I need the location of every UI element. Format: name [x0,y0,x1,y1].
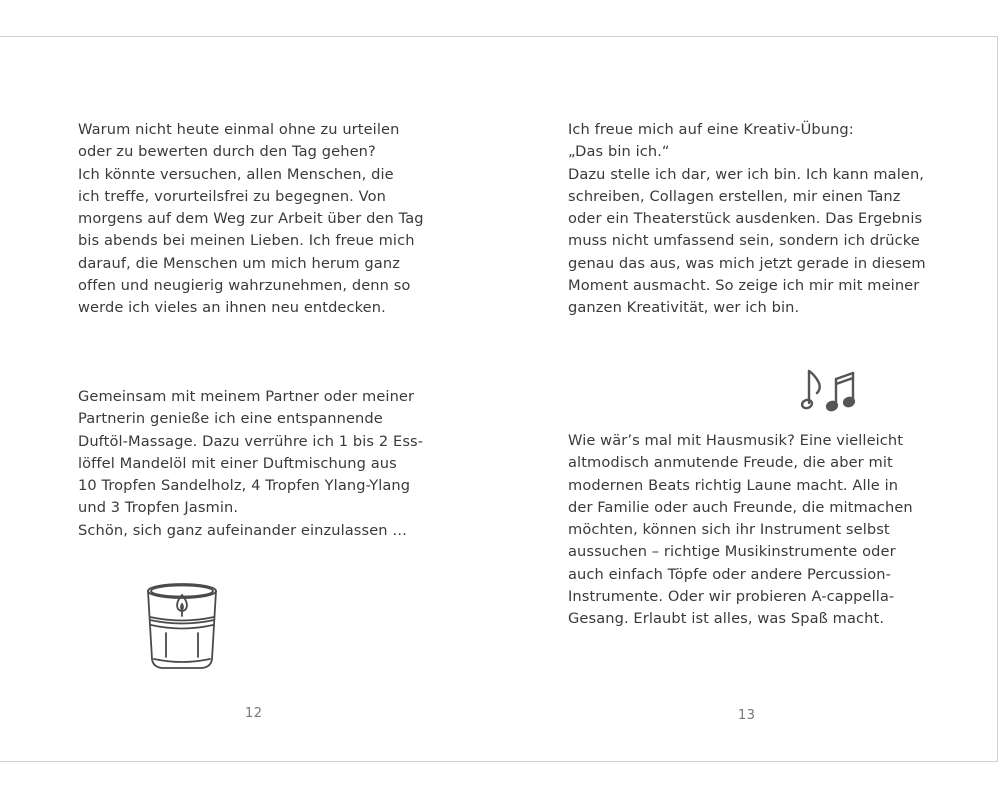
candle-glass-icon [140,577,224,673]
page-number-left: 12 [245,706,263,721]
music-notes-icon [799,365,863,413]
right-page [499,37,998,761]
page-number-right: 13 [738,708,756,723]
paragraph-creative-exercise: Ich freue mich auf eine Kreativ-Übung: „Das bin ich.“ Dazu stelle ich dar, wer ich bin. Ich kann malen, schreiben, Collagen erstellen, mir einen Tanz oder ein Theaterstück ausdenken. Das Ergebnis muss nicht umfassend sein, sondern ich drücke genau das aus, was mich jetzt gerade in diesem Moment ausmacht. So zeige ich mir mit meiner ganzen Kreativität, wer ich bin. [568,121,926,317]
paragraph-house-music: Wie wär’s mal mit Hausmusik? Eine vielleicht altmodisch anmutende Freude, die aber mit modernen Beats richtig Laune macht. Alle in der Familie oder auch Freunde, die mitmachen möchten, können sich ihr Instrument selbst aussuchen – richtige Musikinstrumente oder auch einfach Töpfe oder andere Percussion- Instrumente. Oder wir probieren A-cappella- Gesang. Erlaubt ist alles, was Spaß macht. [568,432,913,628]
left-page [0,37,499,761]
paragraph-massage: Gemeinsam mit meinem Partner oder meiner Partnerin genieße ich eine entspannende Duftöl-Massage. Dazu verrühre ich 1 bis 2 Ess- löffel Mandelöl mit einer Duftmischung aus 10 Tropfen Sandelholz, 4 Tropfen Ylang-Ylang und 3 Tropfen Jasmin. Schön, sich ganz aufeinander einzulassen … [78,388,424,539]
book-spread [0,36,998,762]
paragraph-no-judging: Warum nicht heute einmal ohne zu urteilen oder zu bewerten durch den Tag gehen? Ich könnte versuchen, allen Menschen, die ich treffe, vorurteilsfrei zu begegnen. Von morgens auf dem Weg zur Arbeit über den Tag bis abends bei meinen Lieben. Ich freue mich darauf, die Menschen um mich herum ganz offen und neugierig wahrzunehmen, denn so werde ich vieles an ihnen neu entdecken. [78,121,424,317]
